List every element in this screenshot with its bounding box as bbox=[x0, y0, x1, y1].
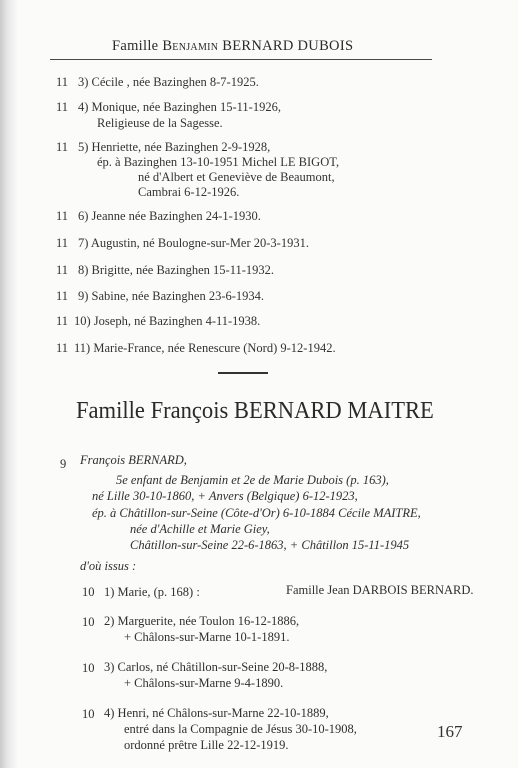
child-continuation: + Châlons-sur-Marne 9-4-1890. bbox=[124, 676, 284, 690]
section-separator bbox=[218, 372, 268, 374]
child-continuation: + Châlons-sur-Marne 10-1-1891. bbox=[124, 630, 290, 644]
generation-number: 11 bbox=[56, 75, 69, 89]
founder-line: 5e enfant de Benjamin et 2e de Marie Dubois (p. 163), bbox=[116, 473, 389, 487]
issue-label: d'où issus : bbox=[80, 559, 137, 573]
entry-continuation: Religieuse de la Sagesse. bbox=[97, 116, 223, 130]
generation-number: 10 bbox=[82, 615, 95, 629]
generation-number: 11 bbox=[56, 314, 69, 328]
founder-line: née d'Achille et Marie Giey, bbox=[130, 522, 270, 536]
entry-line: 6) Jeanne née Bazinghen 24-1-1930. bbox=[78, 209, 261, 223]
child-line: 2) Marguerite, née Toulon 16-12-1886, bbox=[104, 614, 300, 628]
entry-line: 5) Henriette, née Bazinghen 2-9-1928, bbox=[78, 140, 271, 154]
entry-line: 8) Brigitte, née Bazinghen 15-11-1932. bbox=[78, 263, 275, 277]
entry-continuation: Cambrai 6-12-1926. bbox=[138, 185, 240, 199]
entry-line: 7) Augustin, né Boulogne-sur-Mer 20-3-1931. bbox=[78, 236, 309, 250]
running-header bbox=[112, 38, 353, 55]
founder-line: Châtillon-sur-Seine 22-6-1863, + Châtillon 15-11-1945 bbox=[130, 538, 410, 552]
founder-line: ép. à Châtillon-sur-Seine (Côte-d'Or) 6-10-1884 Cécile MAITRE, bbox=[92, 506, 421, 520]
child-line: 4) Henri, né Châlons-sur-Marne 22-10-1889, bbox=[104, 706, 329, 720]
generation-number: 11 bbox=[56, 100, 69, 114]
entry-continuation: né d'Albert et Geneviève de Beaumont, bbox=[138, 170, 335, 184]
entry-line: 11) Marie-France, née Renescure (Nord) 9-12-1942. bbox=[74, 341, 336, 355]
running-header-small-caps: Benjamin bbox=[162, 38, 219, 54]
generation-number: 11 bbox=[56, 289, 69, 303]
generation-number: 11 bbox=[56, 236, 69, 250]
generation-number: 10 bbox=[82, 707, 95, 721]
entry-line: 4) Monique, née Bazinghen 15-11-1926, bbox=[78, 100, 281, 114]
generation-number: 9 bbox=[60, 457, 67, 471]
generation-number: 11 bbox=[56, 263, 69, 277]
founder-name: François BERNARD, bbox=[80, 453, 187, 467]
child-cross-reference: Famille Jean DARBOIS BERNARD. bbox=[286, 583, 474, 597]
running-header-prefix: Famille bbox=[112, 38, 163, 54]
section-title: Famille François BERNARD MAITRE bbox=[76, 398, 434, 424]
entry-line: 10) Joseph, né Bazinghen 4-11-1938. bbox=[74, 314, 261, 328]
generation-number: 10 bbox=[82, 585, 95, 599]
entry-line: 3) Cécile , née Bazinghen 8-7-1925. bbox=[78, 75, 259, 89]
child-continuation: ordonné prêtre Lille 22-12-1919. bbox=[124, 738, 289, 752]
header-rule bbox=[50, 59, 432, 60]
child-line: 3) Carlos, né Châtillon-sur-Seine 20-8-1888, bbox=[104, 660, 328, 674]
page-binding-shadow bbox=[0, 0, 18, 768]
running-header-suffix: BERNARD DUBOIS bbox=[218, 38, 354, 54]
child-continuation: entré dans la Compagnie de Jésus 30-10-1908, bbox=[124, 722, 357, 736]
generation-number: 11 bbox=[56, 209, 69, 223]
generation-number: 11 bbox=[56, 140, 69, 154]
generation-number: 11 bbox=[56, 341, 69, 355]
founder-line: né Lille 30-10-1860, + Anvers (Belgique) 6-12-1923, bbox=[92, 489, 358, 503]
child-line: 1) Marie, (p. 168) : bbox=[104, 585, 200, 599]
entry-continuation: ép. à Bazinghen 13-10-1951 Michel LE BIGOT, bbox=[97, 155, 340, 169]
entry-line: 9) Sabine, née Bazinghen 23-6-1934. bbox=[78, 289, 265, 303]
generation-number: 10 bbox=[82, 661, 95, 675]
page-number: 167 bbox=[437, 722, 463, 741]
